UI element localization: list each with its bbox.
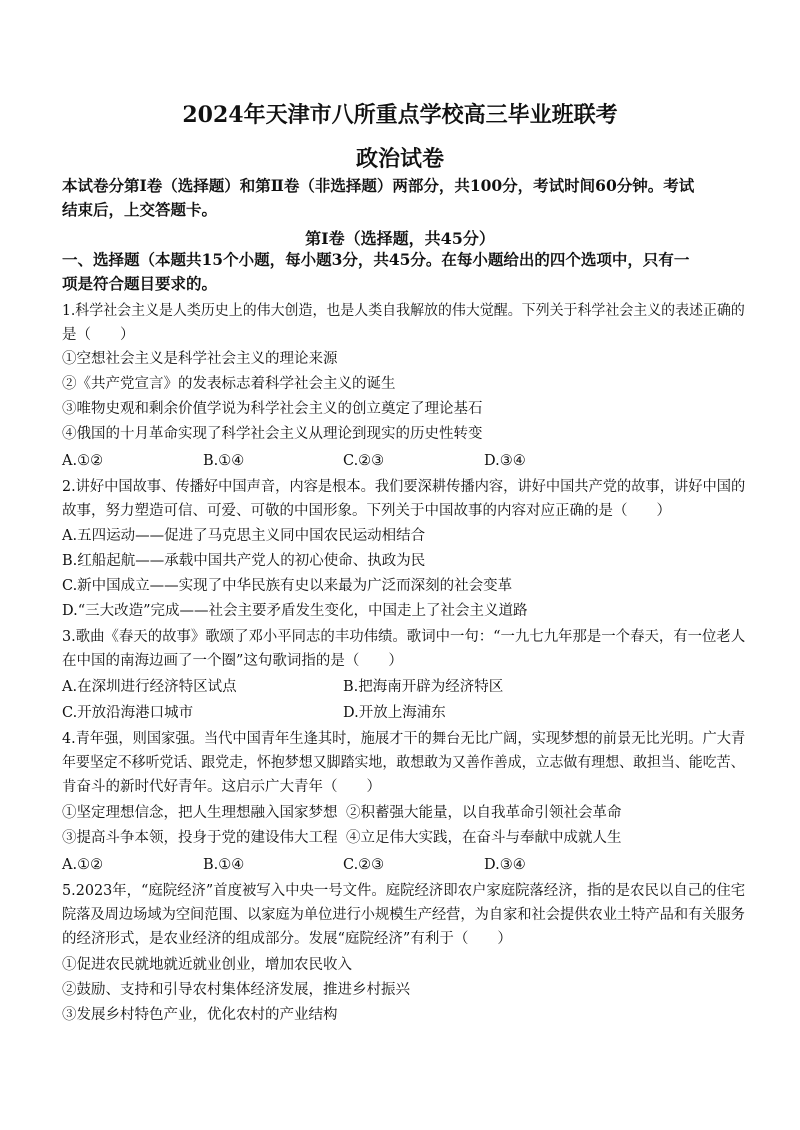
statement-item: ①促进农民就地就近就业创业，增加农民收入 [62,957,352,973]
statement-item: ④立足伟大实践，在奋斗与奉献中成就人生 [346,830,622,846]
answer-option-a: A.在深圳进行经济特区试点 [62,679,237,695]
answer-option-d: D.③④ [484,453,526,469]
section-instruction-line-1: 一、选择题（本题共15个小题，每小题3分，共45分。在每小题给出的四个选项中，只有一 [62,250,690,269]
question-stem-line: 故事，努力塑造可信、可爱、可敬的中国形象。下列关于中国故事的内容对应正确的是（ ） [62,503,671,519]
answer-option-d: D.③④ [484,857,526,873]
answer-option-a: A.①② [62,857,104,873]
answer-option-c: C.②③ [343,453,385,469]
section-instruction-line-2: 项是符合题目要求的。 [62,274,218,293]
answer-option-d: D.开放上海浦东 [343,705,446,721]
statement-item: ③唯物史观和剩余价值学说为科学社会主义的创立奠定了理论基石 [62,401,483,417]
answer-option-d: D.“三大改造”完成——社会主要矛盾发生变化，中国走上了社会主义道路 [62,603,528,619]
exam-subtitle: 政治试卷 [355,146,444,172]
answer-option-a: A.①② [62,453,104,469]
question-stem-line: 年要坚定不移听党话、跟党走，怀抱梦想又脚踏实地，敢想敢为又善作善成，立志做有理想、敢担当、能吃苦、 [62,755,745,771]
statement-item: ①坚定理想信念，把人生理想融入国家梦想 [62,805,338,821]
question-stem-line: 5.2023年，“庭院经济”首度被写入中央一号文件。庭院经济即农户家庭院落经济，指的是农民以自己的住宅 [62,883,746,899]
statement-item: ②《共产党宣言》的发表标志着科学社会主义的诞生 [62,376,396,392]
exam-title: 2024年天津市八所重点学校高三毕业班联考 [182,102,618,128]
answer-option-b: B.①④ [203,453,245,469]
statement-item: ②鼓励、支持和引导农村集体经济发展，推进乡村振兴 [62,982,410,998]
exam-intro-line-1: 本试卷分第Ⅰ卷（选择题）和第Ⅱ卷（非选择题）两部分，共100分，考试时间60分钟。考试 [62,176,695,195]
answer-option-c: C.②③ [343,857,385,873]
question-stem-line: 4.青年强，则国家强。当代中国青年生逢其时，施展才干的舞台无比广阔，实现梦想的前景无比光明。广大青 [62,731,746,747]
question-stem-line: 3.歌曲《春天的故事》歌颂了邓小平同志的丰功伟绩。歌词中一句：“一九七九年那是一个春天，有一位老人 [62,629,746,645]
statement-item: ③发展乡村特色产业，优化农村的产业结构 [62,1007,338,1023]
answer-option-c: C.开放沿海港口城市 [62,705,194,721]
part-title: 第Ⅰ卷（选择题，共45分） [305,229,495,248]
question-stem-line: 1.科学社会主义是人类历史上的伟大创造，也是人类自我解放的伟大觉醒。下列关于科学社会主义的表述正确的 [62,303,745,319]
statement-item: ①空想社会主义是科学社会主义的理论来源 [62,351,338,367]
answer-option-b: B.把海南开辟为经济特区 [343,679,504,695]
question-stem-line: 是（ ） [62,327,135,343]
answer-option-c: C.新中国成立——实现了中华民族有史以来最为广泛而深刻的社会变革 [62,578,513,594]
statement-item: ③提高斗争本领，投身于党的建设伟大工程 [62,830,338,846]
question-stem-line: 肯奋斗的新时代好青年。这启示广大青年（ ） [62,779,381,795]
answer-option-b: B.红船起航——承载中国共产党人的初心使命、执政为民 [62,553,426,569]
statement-item: ②积蓄强大能量，以自我革命引领社会革命 [346,805,622,821]
answer-option-b: B.①④ [203,857,245,873]
question-stem-line: 在中国的南海边画了一个圈”这句歌词指的是（ ） [62,653,403,669]
question-stem-line: 的经济形式，是农业经济的组成部分。发展“庭院经济”有利于（ ） [62,931,512,947]
answer-option-a: A.五四运动——促进了马克思主义同中国农民运动相结合 [62,528,426,544]
question-stem-line: 院落及周边场域为空间范围、以家庭为单位进行小规模生产经营，为自家和社会提供农业土特产品和有关服务 [62,907,745,923]
question-stem-line: 2.讲好中国故事、传播好中国声音，内容是根本。我们要深耕传播内容，讲好中国共产党的故事，讲好中国的 [62,479,746,495]
exam-intro-line-2: 结束后，上交答题卡。 [62,200,218,219]
statement-item: ④俄国的十月革命实现了科学社会主义从理论到现实的历史性转变 [62,426,483,442]
